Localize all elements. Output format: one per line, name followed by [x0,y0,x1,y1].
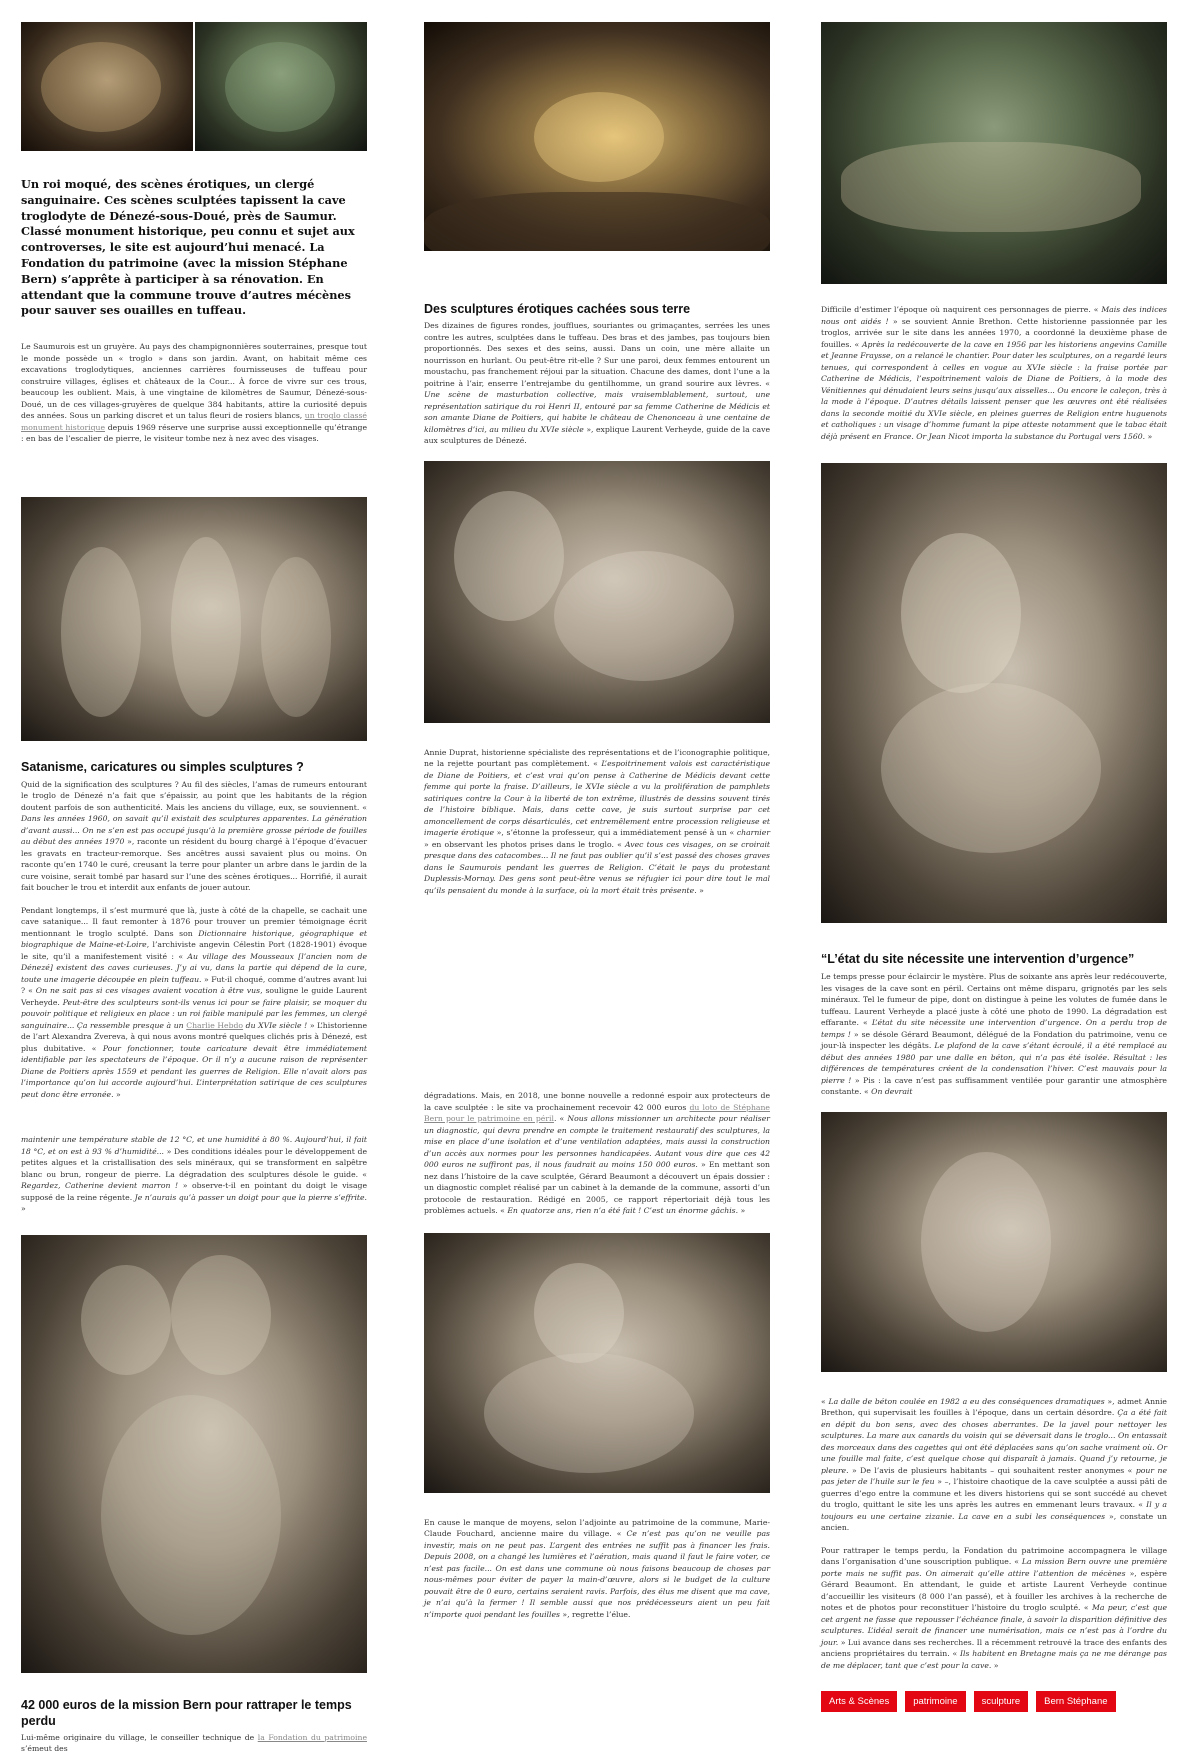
figures-photo [21,497,367,741]
paragraph-annie-duprat: Annie Duprat, historienne spécialiste des représentations et de l’iconographie politique, ne la rejette pourtant pas complètement. « L’espoitrinement valois est caractéristique de Diane de Poitiers, et c’est vrai qu’on pense à Catherine de Médicis devant cette femme qui porte la fraise. D’ailleurs, le XVIe siècle a vu la prolifération de pamphlets satiriques contre la Cour à la liberté de ton extrême, illustrés de dessins souvent tirés de l’histoire biblique. Mais, dans cette cave, je suis surtout surprise par cet amoncellement de corps désarticulés, cet entremêlement entre procession religieuse et imagerie érotique », s’étonne la professeur, qui a immédiatement pensé à un « charnier » en observant les photos prises dans le troglo. « Avec tous ces visages, on se croirait presque dans des catacombes... Il ne faut pas oublier qu’il s’est passé des choses graves dans le Saumurois pendant les guerres de Religion. C’était le pays du protestant Duplessis-Mornay. Des gens sont peut-être venus se réfugier ici pour dire tout le mal qu’ils pensaient du monde à la surface, où la mort était très présente. » [424,747,770,895]
paragraph-figures: Des dizaines de figures rondes, joufflues, souriantes ou grimaçantes, serrées les unes contre les autres, sculptées dans le tuffeau. Des bras et des jambes, pas toujours bien proportionnés. Des sexes et des seins, aussi. Dans un coin, une mère allaite un nourrisson en hurlant. Ou peut-être rit-elle ? Sur une paroi, deux femmes entourent un moustachu, pas franchement réjoui par la situation. Chacune des dames, dont l’une a la poitrine à l’air, enserre l’entrejambe du gentilhomme, un grand sourire aux lèvres. « Une scène de masturbation collective, mais vraisemblablement, surtout, une représentation satirique du roi Henri II, entouré par sa femme Catherine de Médicis et son amante Diane de Poitiers, qui habite le château de Chenonceau à une centaine de kilomètres d’ici, au milieu du XVIe siècle », explique Laurent Verheyde, guide de la cave aux sculptures de Dénezé. [424,321,770,445]
section-heading-satanisme: Satanisme, caricatures ou simples sculptures ? [21,759,304,774]
paragraph-satanisme: Quid de la signification des sculptures ? Au fil des siècles, l’amas de rumeurs entourant le troglo de Dénezé n’a fait que s’épaissir, au point que les habitants de la région doutent parfois de son authenticité. Mais les anciens du village, eux, se souviennent. « Dans les années 1960, on savait qu’il existait des sculptures apparentes. La génération d’avant aussi... On ne s’en est pas occupé jusqu’à la première grosse période de fouilles au début des années 1970 », raconte un résident du bourg chargé à l’époque d’évacuer les gravats en tracteur-remorque. Ses ancêtres aussi savaient plus ou moins. On raconte qu’en 1740 le curé, creusant la terre pour planter un arbre dans le jardin de la cure voisine, serait tombé par hasard sur l’une des scènes érotiques... Horrifié, il aurait fait boucher le trou et interdit aux enfants de jouer autour. [21,779,368,893]
tag-bern-stephane[interactable]: Bern Stéphane [1036,1691,1115,1712]
green-relief-photo [195,22,367,151]
carved-heads-photo [424,461,770,723]
paragraph-souscription: Pour rattraper le temps perdu, la Fondation du patrimoine accompagnera le village dans l’organisation d’une souscription publique. « La mission Bern ouvre une première porte mais ne suffit pas. On aimerait qu’elle attire l’attention de mécènes », espère Gérard Beaumont. En attendant, le guide et artiste Laurent Verheyde continue d’accueillir les visiteurs (8 000 l’an passé), et à fouiller les archives à la recherche de notes et de photos pour reconstituer l’histoire du troglo sculpté. « Ma peur, c’est que cet argent ne fasse que repousser l’échéance finale, à savoir la disparition définitive des sculptures. L’idéal serait de financer une numérisation, mais ce n’est pas à l’ordre du jour. » Lui avance dans ses recherches. Il a récemment retrouvé la trace des enfants des anciens propriétaires du terrain. « Ils habitent en Bretagne mais ça ne me dérange pas de me déplacer, tant que c’est pour la cave. » [821,1545,1168,1670]
tag-list [821,1691,1167,1712]
paragraph-temperature: maintenir une température stable de 12 °C, et une humidité à 80 %. Aujourd’hui, il fait 18 °C, et on est à 93 % d’humidité... » Des conditions idéales pour le développement de petites algues et la cristallisation des sels minéraux, qui se transforment en salpêtre blanc ou brun, rongeur de pierre. La dégradation des sculptures désole le guide. « Regardez, Catherine devient marron ! » observe-t-il en pointant du doigt le visage supposé de la reine régente. Je n’aurais qu’à passer un doigt pour que la pierre s’effrite. » [21,1135,367,1214]
article-lead: Un roi moqué, des scènes érotiques, un clergé sanguinaire. Ces scènes sculptées tapissent la cave troglodyte de Dénezé-sous-Doué, près de Saumur. Classé monument historique, peu connu et sujet aux controverses, le site est aujourd’hui menacé. La Fondation du patrimoine (avec la mission Stéphane Bern) s’apprête à participer à sa rénovation. En attendant que la commune trouve d’autres mécènes pour sauver ses ouailles en tuffeau. [21,177,355,318]
fondation-link[interactable]: la Fondation du patrimoine [257,1732,367,1742]
section-heading-erotiques: Des sculptures érotiques cachées sous terre [424,302,691,316]
large-relief-photo [21,1235,367,1673]
monument-link[interactable]: un troglo classé monument historique [21,411,367,432]
header-photos [21,22,367,151]
intro-paragraph: Le Saumurois est un gruyère. Au pays des champignonnières souterraines, presque tout le monde possède un « troglo » dans son jardin. Avant, on habitait même ces excavations troglodytiques, anciennes carrières fournisseuses de tuffeau pour construire villages, églises et châteaux de la Cour... À force de vivre sur ces trous, beaucoup les oublient. Mais, à une vingtaine de kilomètres de Saumur, Dénezé-sous-Doué, un de ces villages-gruyères de quelque 384 habitants, attire la curiosité depuis des années. Sous un parking discret et un talus fleuri de rosiers blancs, un troglo classé monument historique depuis 1969 réserve une surprise aussi exceptionnelle qu’étrange : en bas de l’escalier de pierre, le visiteur tombe nez à nez avec des visages. [21,342,368,444]
loto-bern-link[interactable]: du loto de Stéphane Bern pour le patrimoine en péril [424,1102,770,1123]
tag-patrimoine[interactable]: patrimoine [905,1691,965,1712]
column-2 [424,22,770,1620]
paragraph-conseiller: Lui-même originaire du village, le conseiller technique de la Fondation du patrimoine s’émeut des [21,1732,367,1754]
paragraph-fouchard: En cause le manque de moyens, selon l’adjointe au patrimoine de la commune, Marie-Claude Fouchard, ancienne maire du village. « Ce n’est pas qu’on ne veuille pas investir, mais on ne peut pas. L’argent des entrées ne suffit pas à financer les frais. Depuis 2008, on a changé les lumières et l’aération, mais quand il faut le faire voter, ce n’est pas facile... On est dans une commune où nous faisons beaucoup de choses par nous-mêmes pour éviter de payer la main-d’œuvre, alors si le budget de la culture pouvait être de 0 euro, certains seraient ravis. Parfois, des élus me disent que ma cave, je n’ai qu’à la fermer ! Il semble aussi que nos prédécesseurs aient un peu fait n’importe quoi pendant les fouilles », regrette l’élue. [424,1517,770,1619]
tag-sculpture[interactable]: sculpture [974,1691,1029,1712]
carved-relief-photo [21,22,193,151]
embracing-figures-photo [821,463,1167,923]
faces-wall-photo [821,22,1167,284]
column-3 [821,22,1167,1712]
section-heading-mission-bern: 42 000 euros de la mission Bern pour rattraper le temps perdu [21,1697,352,1728]
paragraph-temps-presse: Le temps presse pour éclaircir le mystère. Plus de soixante ans après leur redécouverte, les visages de la cave sont en péril. Certains ont même disparu, grignotés par les sels minéraux. Tel le fumeur de pipe, dont on distingue à peine les volutes de fumée dans le tuffeau. Laurent Verheyde a placé juste à côté une photo de 1990. La dégradation est effarante. « L’état du site nécessite une intervention d’urgence. On a perdu trop de temps ! » se désole Gérard Beaumont, délégué de la Fondation du patrimoine, venu ce jour-là inspecter les dégâts. Le plafond de la cave s’étant écroulé, il a été remplacé au début des années 1980 par une dalle en béton, qui n’a pas été isolée. Résultat : les différences de températures créent de la condensation l’hiver. C’est mauvais pour la pierre ! » Pis : la cave n’est pas suffisamment ventilée pour garantir une atmosphère constante. « On devrait [821,972,1167,1096]
tag-arts-scenes[interactable]: Arts & Scènes [821,1691,897,1712]
paragraph-cave-satanique: Pendant longtemps, il s’est murmuré que là, juste à côté de la chapelle, se cachait une cave satanique... Il faut remonter à 1876 pour trouver un premier témoignage écrit mentionnant le troglo sculpté. Dans son Dictionnaire historique, géographique et biographique de Maine-et-Loire, l’archiviste angevin Célestin Port (1828-1901) évoque le site, qu’il a manifestement visité : « Au village des Mousseaux [l’ancien nom de Dénezé] existent des caves curieuses. J’y ai vu, dans la partie qui dépend de la cure, toute une imagerie découpée en plein tuffeau. » Fut-il choqué, comme d’autres avant lui ? « On ne sait pas si ces visages avaient vocation à être vus, souligne le guide Laurent Verheyde. Peut-être des sculpteurs sont-ils venus ici pour se faire plaisir, se moquer du pouvoir politique et religieux en place : un roi faible manipulé par les femmes, un clergé sanguinaire... Ça ressemble presque à un Charlie Hebdo du XVIe siècle ! » L’historienne de l’art Alexandra Zvereva, à qui nous avons montré quelques clichés pris à Dénezé, est plus dubitative. « Pour fonctionner, toute caricature devait être immédiatement identifiable par les spectateurs de l’époque. Or il n’y a aucune raison de représenter Diane de Poitiers après 1559 et pendant les guerres de Religion. Elle n’avait alors pas l’importance qu’on lui accorde aujourd’hui. L’interprétation satirique de ces sculptures peut donc être erronée. » [21,905,368,1099]
cave-tunnel-photo [424,22,770,251]
seated-figure-photo [821,1112,1167,1372]
column-1 [21,22,367,1755]
paragraph-degradations: dégradations. Mais, en 2018, une bonne nouvelle a redonné espoir aux protecteurs de la cave sculptée : le site va prochainement recevoir 42 000 euros du loto de Stéphane Bern pour le patrimoine en péril. « Nous allons missionner un architecte pour réaliser un diagnostic, qui devra prendre en compte le traitement restauratif des sculptures, la mise en place d’une isolation et d’une ventilation adaptées, mais aussi la construction d’un accès aux normes pour les personnes handicapées. Autant vous dire que ces 42 000 euros ne suffiront pas, il nous faudrait au moins 150 000 euros. » En mettant son nez dans l’histoire de la cave sculptée, Gérard Beaumont a découvert un épais dossier : un diagnostic complet réalisé par un cabinet à la demande de la commune, assorti d’un protocole de restauration. Rédigé en 2005, ce rapport répertoriait déjà tous les problèmes actuels. « En quatorze ans, rien n’a été fait ! C’est un énorme gâchis. » [424,1091,770,1215]
section-heading-urgence: “L’état du site nécessite une intervention d’urgence” [821,952,1135,966]
charlie-hebdo-link[interactable]: Charlie Hebdo [186,1020,244,1030]
paragraph-dalle-beton: « La dalle de béton coulée en 1982 a eu des conséquences dramatiques », admet Annie Brethon, qui supervisait les fouilles à l’époque, dans un certain désordre. Ça a été fait en dépit du bon sens, avec des choses aberrantes. De la javel pour nettoyer les sculptures. La mare aux canards du voisin qui se déversait dans le troglo... On entassait des morceaux dans des cagettes qui ont été déplacées sans qu’on sache vraiment où. Or une fouille mal faite, c’est quelque chose qui disparaît à jamais. Quand j’y retourne, je pleure. » De l’avis de plusieurs habitants – qui souhaitent rester anonymes « pour ne pas jeter de l’huile sur le feu » –, l’histoire chaotique de la cave sculptée a aussi pâti de guerres d’ego entre la commune et les divers historiens qui se sont succédé au chevet du troglo, quittant le site les uns après les autres en emmenant leurs travaux. « Il y a toujours eu une certaine zizanie. La cave en a subi les conséquences », constate un ancien. [821,1396,1167,1532]
nude-figure-photo [424,1233,770,1493]
paragraph-annie-brethon: Difficile d’estimer l’époque où naquirent ces personnages de pierre. « Mais des indices nous ont aidés ! » se souvient Annie Brethon. Cette historienne passionnée par les troglos, arrivée sur le site dans les années 1970, a coordonné la deuxième phase de fouilles. « Après la redécouverte de la cave en 1956 par les historiens angevins Camille et Jeanne Fraysse, on a relancé le chantier. Pour dater les sculptures, on a regardé leurs tenues, qui correspondent à celles en vogue au XVIe siècle : la fraise portée par Catherine de Médicis, l’espoitrinement valois de Diane de Poitiers, à la mode des Vénitiennes qui dénudaient leurs seins jusqu’aux aisselles... Ou encore le caleçon, très à la mode à l’époque. D’autres détails laissent penser que les œuvres ont été réalisées dans la seconde moitié du XVIe siècle, en pleines guerres de Religion entre huguenots et catholiques : un visage d’homme fumant la pipe atteste notamment que le tabac était déjà présent en France. Or Jean Nicot importa la substance du Portugal vers 1560. » [821,305,1167,441]
